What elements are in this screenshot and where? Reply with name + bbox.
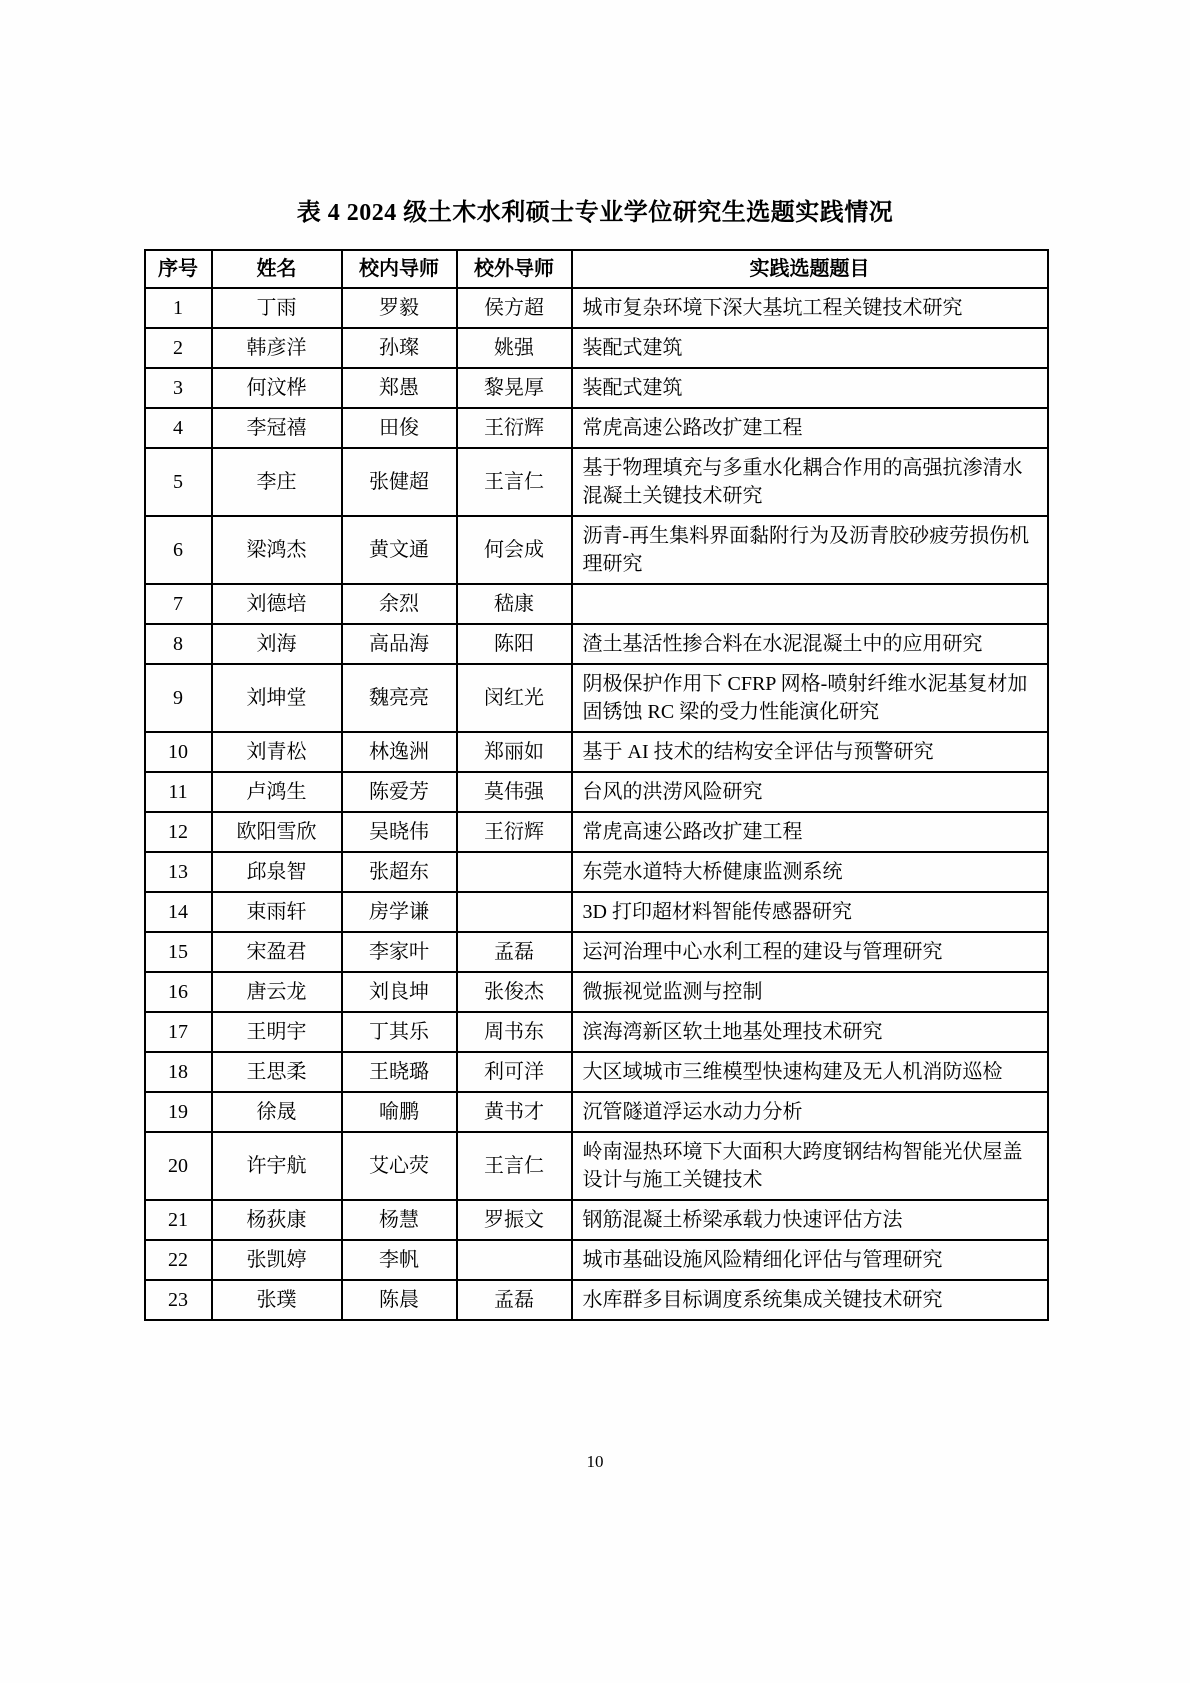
cell-external-supervisor: 罗振文 (457, 1200, 572, 1240)
table-row (145, 772, 1048, 812)
cell-topic: 3D 打印超材料智能传感器研究 (572, 892, 1048, 932)
cell-topic: 渣土基活性掺合料在水泥混凝土中的应用研究 (572, 624, 1048, 664)
cell-topic: 大区域城市三维模型快速构建及无人机消防巡检 (572, 1052, 1048, 1092)
cell-index: 2 (145, 328, 212, 368)
table-row (145, 732, 1048, 772)
cell-external-supervisor: 孟磊 (457, 1280, 572, 1320)
cell-name: 卢鸿生 (212, 772, 342, 812)
cell-internal-supervisor: 李家叶 (342, 932, 457, 972)
cell-topic: 微振视觉监测与控制 (572, 972, 1048, 1012)
cell-name: 杨荻康 (212, 1200, 342, 1240)
cell-index: 12 (145, 812, 212, 852)
cell-name: 梁鸿杰 (212, 516, 342, 584)
cell-topic: 水库群多目标调度系统集成关键技术研究 (572, 1280, 1048, 1320)
cell-name: 李庄 (212, 448, 342, 516)
cell-external-supervisor: 姚强 (457, 328, 572, 368)
cell-name: 束雨轩 (212, 892, 342, 932)
cell-external-supervisor: 闵红光 (457, 664, 572, 732)
cell-external-supervisor: 张俊杰 (457, 972, 572, 1012)
table-row (145, 368, 1048, 408)
cell-internal-supervisor: 刘良坤 (342, 972, 457, 1012)
cell-topic: 装配式建筑 (572, 368, 1048, 408)
cell-internal-supervisor: 孙璨 (342, 328, 457, 368)
cell-name: 张璞 (212, 1280, 342, 1320)
table-row (145, 812, 1048, 852)
table-row (145, 932, 1048, 972)
cell-name: 宋盈君 (212, 932, 342, 972)
cell-index: 21 (145, 1200, 212, 1240)
table-row (145, 664, 1048, 732)
table-row (145, 448, 1048, 516)
cell-internal-supervisor: 喻鹏 (342, 1092, 457, 1132)
cell-internal-supervisor: 余烈 (342, 584, 457, 624)
cell-topic (572, 584, 1048, 624)
cell-internal-supervisor: 杨慧 (342, 1200, 457, 1240)
cell-topic: 阴极保护作用下 CFRP 网格-喷射纤维水泥基复材加固锈蚀 RC 梁的受力性能演化研究 (572, 664, 1048, 732)
cell-name: 刘青松 (212, 732, 342, 772)
table-row (145, 584, 1048, 624)
cell-external-supervisor: 周书东 (457, 1012, 572, 1052)
cell-internal-supervisor: 罗毅 (342, 288, 457, 328)
page-number: 10 (586, 1452, 604, 1471)
cell-external-supervisor: 王言仁 (457, 448, 572, 516)
cell-index: 19 (145, 1092, 212, 1132)
cell-index: 22 (145, 1240, 212, 1280)
cell-name: 邱泉智 (212, 852, 342, 892)
cell-internal-supervisor: 丁其乐 (342, 1012, 457, 1052)
cell-external-supervisor: 郑丽如 (457, 732, 572, 772)
table-row (145, 1200, 1048, 1240)
cell-topic: 基于 AI 技术的结构安全评估与预警研究 (572, 732, 1048, 772)
cell-index: 16 (145, 972, 212, 1012)
cell-external-supervisor: 嵇康 (457, 584, 572, 624)
cell-topic: 城市基础设施风险精细化评估与管理研究 (572, 1240, 1048, 1280)
table-row (145, 1012, 1048, 1052)
cell-external-supervisor (457, 1240, 572, 1280)
cell-topic: 常虎高速公路改扩建工程 (572, 408, 1048, 448)
cell-external-supervisor: 孟磊 (457, 932, 572, 972)
cell-name: 韩彦洋 (212, 328, 342, 368)
cell-external-supervisor: 莫伟强 (457, 772, 572, 812)
cell-internal-supervisor: 艾心荧 (342, 1132, 457, 1200)
cell-topic: 城市复杂环境下深大基坑工程关键技术研究 (572, 288, 1048, 328)
cell-index: 17 (145, 1012, 212, 1052)
cell-internal-supervisor: 陈爱芳 (342, 772, 457, 812)
table-row (145, 516, 1048, 584)
table-title: 表 4 2024 级土木水利硕士专业学位研究生选题实践情况 (296, 200, 894, 226)
cell-topic: 沉管隧道浮运水动力分析 (572, 1092, 1048, 1132)
cell-topic: 基于物理填充与多重水化耦合作用的高强抗渗清水混凝土关键技术研究 (572, 448, 1048, 516)
table-row (145, 1092, 1048, 1132)
cell-external-supervisor: 陈阳 (457, 624, 572, 664)
cell-name: 刘坤堂 (212, 664, 342, 732)
cell-topic: 岭南湿热环境下大面积大跨度钢结构智能光伏屋盖设计与施工关键技术 (572, 1132, 1048, 1200)
header-external-supervisor: 校外导师 (457, 250, 572, 288)
cell-internal-supervisor: 吴晓伟 (342, 812, 457, 852)
cell-internal-supervisor: 房学谦 (342, 892, 457, 932)
cell-internal-supervisor: 高品海 (342, 624, 457, 664)
table-row (145, 1132, 1048, 1200)
table-row (145, 408, 1048, 448)
cell-name: 李冠禧 (212, 408, 342, 448)
cell-index: 23 (145, 1280, 212, 1320)
cell-index: 4 (145, 408, 212, 448)
table-body (145, 288, 1048, 1320)
cell-internal-supervisor: 陈晨 (342, 1280, 457, 1320)
cell-external-supervisor: 利可洋 (457, 1052, 572, 1092)
header-name: 姓名 (212, 250, 342, 288)
cell-topic: 沥青-再生集料界面黏附行为及沥青胶砂疲劳损伤机理研究 (572, 516, 1048, 584)
cell-topic: 运河治理中心水利工程的建设与管理研究 (572, 932, 1048, 972)
table-row (145, 288, 1048, 328)
cell-name: 欧阳雪欣 (212, 812, 342, 852)
cell-external-supervisor (457, 852, 572, 892)
cell-index: 6 (145, 516, 212, 584)
cell-name: 徐晟 (212, 1092, 342, 1132)
cell-topic: 东莞水道特大桥健康监测系统 (572, 852, 1048, 892)
table-header (145, 250, 1048, 288)
cell-external-supervisor: 黄书才 (457, 1092, 572, 1132)
cell-name: 张凯婷 (212, 1240, 342, 1280)
table-header-row (145, 250, 1048, 288)
cell-index: 5 (145, 448, 212, 516)
cell-index: 7 (145, 584, 212, 624)
cell-index: 8 (145, 624, 212, 664)
cell-external-supervisor: 侯方超 (457, 288, 572, 328)
cell-external-supervisor: 黎晃厚 (457, 368, 572, 408)
cell-name: 丁雨 (212, 288, 342, 328)
cell-name: 何汶桦 (212, 368, 342, 408)
cell-topic: 滨海湾新区软土地基处理技术研究 (572, 1012, 1048, 1052)
cell-name: 刘德培 (212, 584, 342, 624)
cell-index: 9 (145, 664, 212, 732)
table-row (145, 624, 1048, 664)
table-row (145, 1280, 1048, 1320)
cell-external-supervisor: 王言仁 (457, 1132, 572, 1200)
cell-index: 20 (145, 1132, 212, 1200)
cell-topic: 钢筋混凝土桥梁承载力快速评估方法 (572, 1200, 1048, 1240)
table-row (145, 892, 1048, 932)
cell-external-supervisor: 何会成 (457, 516, 572, 584)
cell-external-supervisor: 王衍辉 (457, 812, 572, 852)
cell-internal-supervisor: 田俊 (342, 408, 457, 448)
cell-external-supervisor: 王衍辉 (457, 408, 572, 448)
cell-topic: 台风的洪涝风险研究 (572, 772, 1048, 812)
cell-internal-supervisor: 李帆 (342, 1240, 457, 1280)
table-container (144, 249, 1047, 1321)
cell-index: 15 (145, 932, 212, 972)
cell-index: 18 (145, 1052, 212, 1092)
practice-topic-table (144, 249, 1049, 1321)
table-row (145, 972, 1048, 1012)
cell-internal-supervisor: 张健超 (342, 448, 457, 516)
table-row (145, 1240, 1048, 1280)
cell-index: 10 (145, 732, 212, 772)
cell-internal-supervisor: 郑愚 (342, 368, 457, 408)
cell-name: 王思柔 (212, 1052, 342, 1092)
table-row (145, 1052, 1048, 1092)
cell-name: 唐云龙 (212, 972, 342, 1012)
cell-name: 刘海 (212, 624, 342, 664)
cell-name: 王明宇 (212, 1012, 342, 1052)
cell-index: 13 (145, 852, 212, 892)
cell-index: 1 (145, 288, 212, 328)
cell-index: 11 (145, 772, 212, 812)
cell-internal-supervisor: 魏亮亮 (342, 664, 457, 732)
table-row (145, 852, 1048, 892)
header-topic: 实践选题题目 (572, 250, 1048, 288)
cell-topic: 常虎高速公路改扩建工程 (572, 812, 1048, 852)
cell-external-supervisor (457, 892, 572, 932)
cell-name: 许宇航 (212, 1132, 342, 1200)
cell-topic: 装配式建筑 (572, 328, 1048, 368)
header-internal-supervisor: 校内导师 (342, 250, 457, 288)
cell-index: 14 (145, 892, 212, 932)
cell-internal-supervisor: 黄文通 (342, 516, 457, 584)
table-row (145, 328, 1048, 368)
cell-internal-supervisor: 王晓璐 (342, 1052, 457, 1092)
cell-internal-supervisor: 张超东 (342, 852, 457, 892)
header-index: 序号 (145, 250, 212, 288)
cell-index: 3 (145, 368, 212, 408)
cell-internal-supervisor: 林逸洲 (342, 732, 457, 772)
